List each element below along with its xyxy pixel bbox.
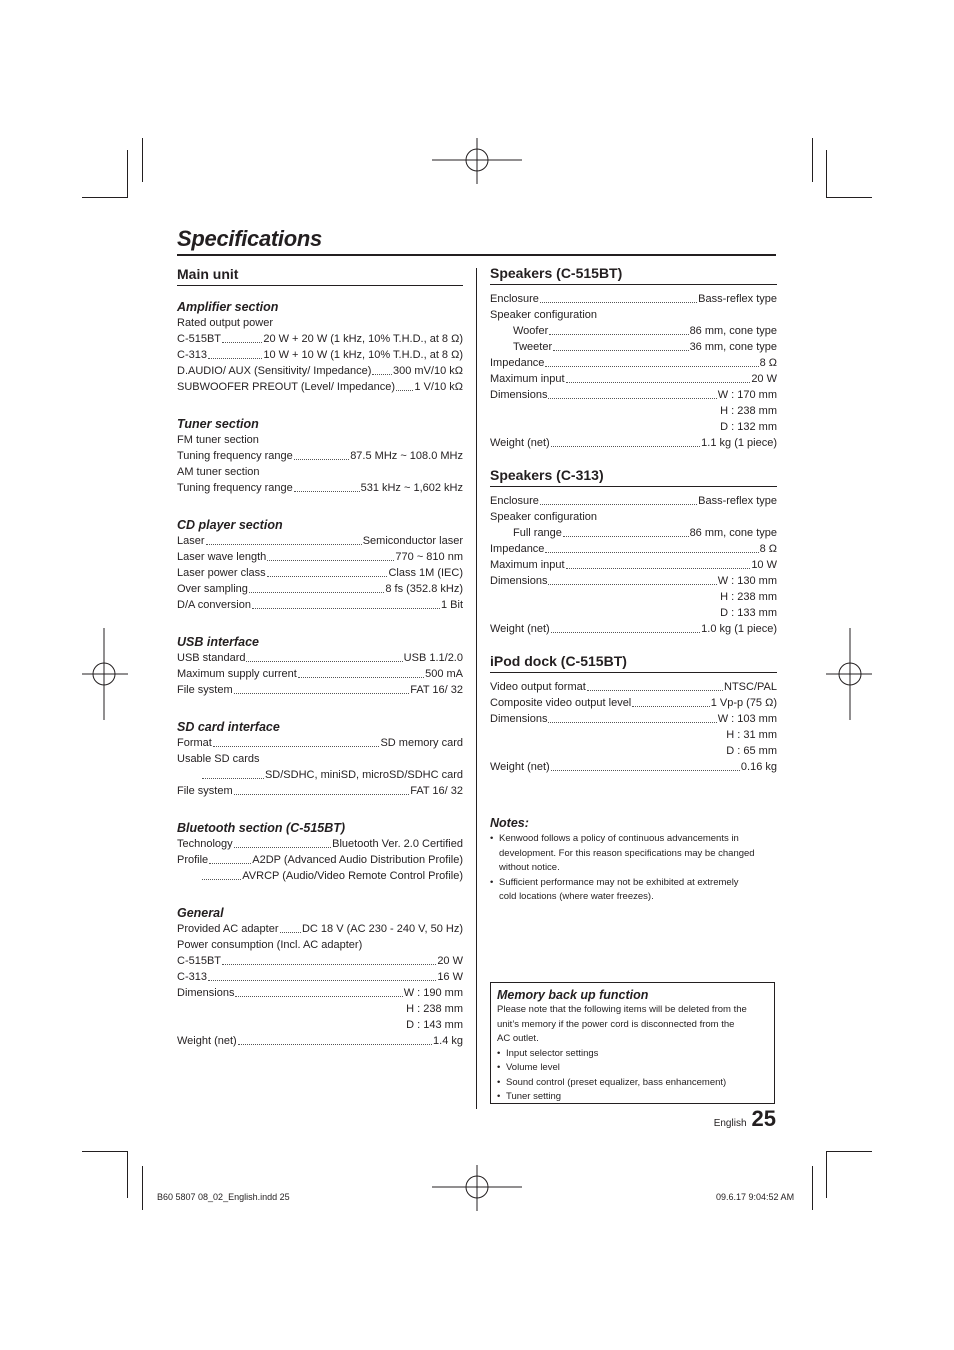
crop-mark — [826, 1151, 827, 1198]
spec-value: D : 143 mm — [406, 1019, 463, 1031]
spec-row: SD/SDHC, miniSD, microSD/SDHC card — [177, 767, 463, 783]
spec-row: Over sampling 8 fs (352.8 kHz) — [177, 583, 463, 595]
cd-player-section — [177, 517, 463, 613]
memory-text-line: unit’s memory if the power cord is disconnected from the — [497, 1018, 735, 1030]
spec-row: Laser power class Class 1M (IEC) — [177, 567, 463, 579]
spec-row: C-515BT 20 W + 20 W (1 kHz, 10% T.H.D., at 8 Ω) — [177, 333, 463, 345]
bullet-icon: • — [497, 1062, 501, 1073]
spec-label: Power consumption (Incl. AC adapter) — [177, 939, 363, 951]
main-unit-column — [177, 266, 463, 1049]
spec-value: D : 132 mm — [720, 421, 777, 433]
spec-row: Tuning frequency range 87.5 MHz ~ 108.0 MHz — [177, 450, 463, 462]
spec-row: Maximum input 10 W — [490, 559, 777, 571]
column-divider — [476, 268, 477, 1109]
bullet-icon: • — [497, 1091, 501, 1102]
spec-row: Weight (net) 1.1 kg (1 piece) — [490, 437, 777, 449]
spec-row: File system FAT 16/ 32 — [177, 684, 463, 696]
registration-mark-right — [826, 628, 872, 720]
spec-label: Speaker configuration — [490, 309, 598, 321]
spec-row: Impedance 8 Ω — [490, 357, 777, 369]
registration-mark-left — [82, 628, 128, 720]
speakers-313-section — [490, 467, 777, 637]
bluetooth-heading: Bluetooth section (C-515BT) — [177, 821, 346, 835]
spec-row: Profile A2DP (Advanced Audio Distribution Profile) — [177, 854, 463, 866]
page-footer — [714, 1106, 776, 1132]
bullet-icon: • — [490, 876, 494, 888]
crop-mark — [142, 138, 143, 182]
spec-row: Weight (net) 1.0 kg (1 piece) — [490, 623, 777, 635]
tuner-heading: Tuner section — [177, 417, 259, 431]
spec-row: Weight (net) 0.16 kg — [490, 761, 777, 773]
spec-label: AM tuner section — [177, 466, 260, 478]
spec-value: H : 31 mm — [726, 729, 777, 741]
registration-mark-top — [432, 138, 522, 184]
spec-row: Format SD memory card — [177, 737, 463, 749]
speakers-515bt-heading: Speakers (C-515BT) — [490, 265, 777, 285]
crop-mark — [82, 197, 128, 198]
spec-row: Video output format NTSC/PAL — [490, 681, 777, 693]
tuner-section — [177, 416, 463, 496]
general-section — [177, 905, 463, 1049]
spec-row: Technology Bluetooth Ver. 2.0 Certified — [177, 838, 463, 850]
cd-heading: CD player section — [177, 518, 283, 532]
memory-text-line: Please note that the following items will be deleted from the — [497, 1004, 747, 1015]
spec-row: D.AUDIO/ AUX (Sensitivity/ Impedance) 300 mV/10 kΩ — [177, 365, 463, 377]
memory-item: • Sound control (preset equalizer, bass enhancement) — [497, 1076, 768, 1091]
amplifier-section — [177, 299, 463, 395]
bluetooth-section — [177, 820, 463, 884]
sd-card-section — [177, 719, 463, 799]
usb-heading: USB interface — [177, 635, 259, 649]
spec-value: H : 238 mm — [720, 405, 777, 417]
sd-heading: SD card interface — [177, 720, 280, 734]
spec-row: Dimensions W : 103 mm — [490, 713, 777, 725]
main-unit-heading: Main unit — [177, 266, 463, 286]
spec-label: Usable SD cards — [177, 753, 260, 765]
speakers-313-heading: Speakers (C-313) — [490, 467, 777, 487]
spec-row: Enclosure Bass-reflex type — [490, 495, 777, 507]
spec-label: Speaker configuration — [490, 511, 598, 523]
spec-row: Weight (net) 1.4 kg — [177, 1035, 463, 1047]
spec-row: C-313 16 W — [177, 971, 463, 983]
spec-row: Dimensions W : 170 mm — [490, 389, 777, 401]
language-label: English — [713, 1118, 747, 1129]
spec-value: H : 238 mm — [406, 1003, 463, 1015]
speakers-515bt-section — [490, 265, 777, 451]
crop-mark — [127, 1151, 128, 1198]
ipod-dock-section — [490, 653, 777, 775]
spec-value: D : 65 mm — [726, 745, 777, 757]
spec-row: Enclosure Bass-reflex type — [490, 293, 777, 305]
spec-row: Dimensions W : 190 mm — [177, 987, 463, 999]
date-slug: 09.6.17 9:04:52 AM — [716, 1192, 795, 1202]
memory-heading: Memory back up function — [497, 988, 649, 1002]
crop-mark — [82, 1151, 128, 1152]
crop-mark — [812, 138, 813, 182]
spec-row: C-313 10 W + 10 W (1 kHz, 10% T.H.D., at 8 Ω) — [177, 349, 463, 361]
speakers-column — [490, 265, 777, 775]
spec-row: Composite video output level 1 Vp-p (75 Ω) — [490, 697, 777, 709]
note-item: • Kenwood follows a policy of continuous advancements in development. For this reason specifications may be changed without notice. — [490, 832, 777, 876]
bullet-icon: • — [497, 1047, 501, 1059]
spec-row: Full range 86 mm, cone type — [513, 527, 777, 539]
spec-row: Dimensions W : 130 mm — [490, 575, 777, 587]
spec-row: SUBWOOFER PREOUT (Level/ Impedance) 1 V/10 kΩ — [177, 381, 463, 393]
page-number: 25 — [751, 1106, 776, 1131]
spec-label: FM tuner section — [177, 434, 259, 446]
spec-row: File system FAT 16/ 32 — [177, 785, 463, 797]
crop-mark — [142, 1166, 143, 1210]
spec-row: Laser wave length 770 ~ 810 nm — [177, 551, 463, 563]
general-heading: General — [177, 906, 224, 920]
file-slug: B60 5807 08_02_English.indd 25 — [157, 1192, 290, 1202]
memory-item: • Tuner setting — [497, 1090, 768, 1105]
spec-row: D/A conversion 1 Bit — [177, 599, 463, 611]
notes-heading: Notes: — [490, 816, 529, 830]
spec-row: Maximum supply current 500 mA — [177, 668, 463, 680]
memory-item: • Input selector settings — [497, 1047, 768, 1062]
notes-section — [490, 815, 777, 905]
crop-mark — [812, 1166, 813, 1210]
spec-row: Woofer 86 mm, cone type — [513, 325, 777, 337]
ipod-dock-heading: iPod dock (C-515BT) — [490, 653, 777, 673]
spec-row: Provided AC adapter DC 18 V (AC 230 - 240 V, 50 Hz) — [177, 923, 463, 935]
spec-row: USB standard USB 1.1/2.0 — [177, 652, 463, 664]
spec-row: Maximum input 20 W — [490, 373, 777, 385]
usb-section — [177, 634, 463, 698]
crop-mark — [826, 197, 872, 198]
memory-text-line: AC outlet. — [497, 1033, 539, 1044]
spec-value: D : 133 mm — [720, 607, 777, 619]
spec-label: Rated output power — [177, 317, 274, 329]
note-item: • Sufficient performance may not be exhibited at extremely cold locations (where water freezes). — [490, 876, 777, 905]
crop-mark — [127, 150, 128, 197]
crop-mark — [826, 1151, 872, 1152]
spec-row: Tuning frequency range 531 kHz ~ 1,602 kHz — [177, 482, 463, 494]
memory-backup-box — [490, 982, 775, 1104]
page-title-bar — [177, 226, 776, 256]
bullet-icon: • — [490, 833, 494, 844]
memory-item: • Volume level — [497, 1061, 768, 1076]
spec-row: Laser Semiconductor laser — [177, 535, 463, 547]
amplifier-heading: Amplifier section — [177, 300, 279, 314]
page-title: Specifications — [177, 226, 322, 251]
spec-row: Tweeter 36 mm, cone type — [513, 341, 777, 353]
spec-row: Impedance 8 Ω — [490, 543, 777, 555]
spec-value: H : 238 mm — [720, 591, 777, 603]
crop-mark — [826, 150, 827, 197]
spec-row: C-515BT 20 W — [177, 955, 463, 967]
spec-row: AVRCP (Audio/Video Remote Control Profile) — [177, 868, 463, 884]
registration-mark-bottom — [432, 1165, 522, 1211]
bullet-icon: • — [497, 1076, 501, 1088]
